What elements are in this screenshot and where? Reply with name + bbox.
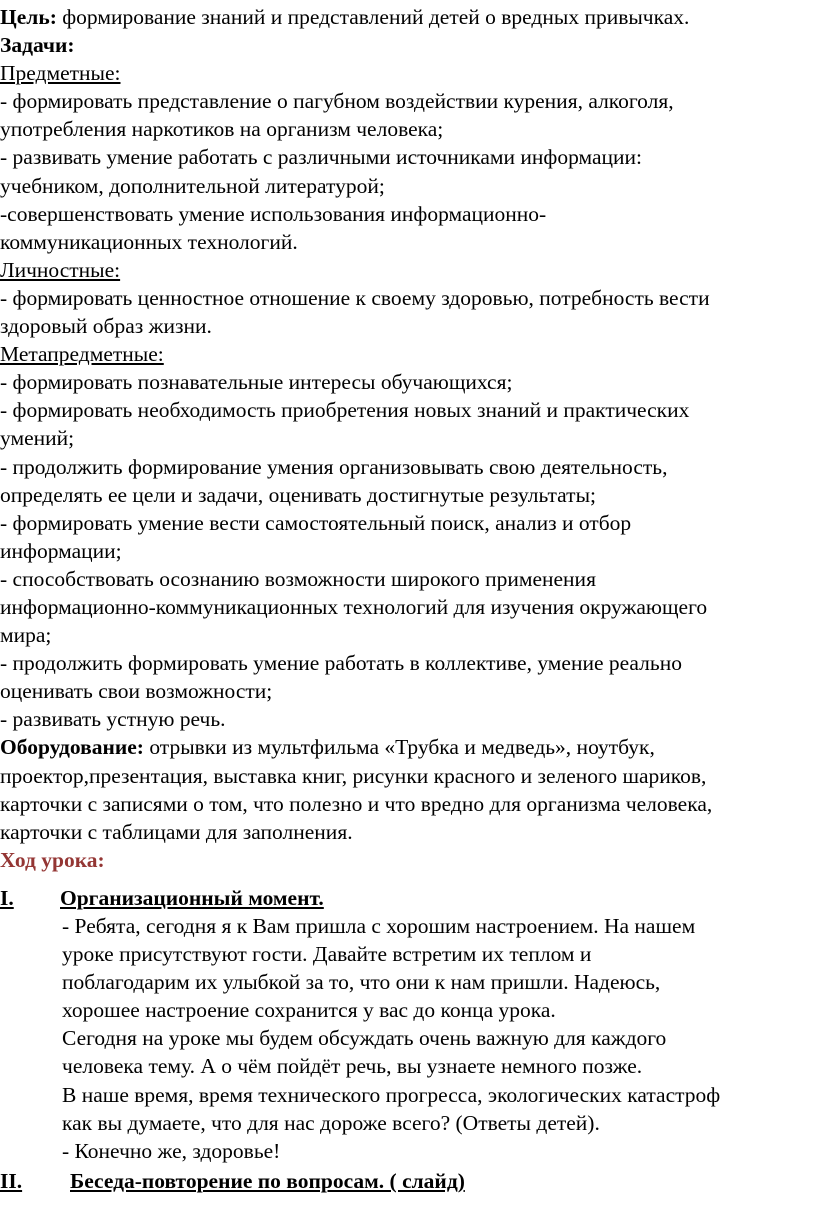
section-title: Организационный момент. [60,885,324,910]
text-line: здоровый образ жизни. [0,314,212,339]
text-line: информационно-коммуникационных технологий для изучения окружающего [0,594,708,619]
text-line: -совершенствовать умение использования информационно- [0,201,547,226]
lesson-heading: Ход урока: [0,847,105,872]
text-line: - Конечно же, здоровье! [62,1138,281,1163]
goal-text: формирование знаний и представлений детей о вредных привычках. [62,5,690,29]
text-line: - формировать умение вести самостоятельный поиск, анализ и отбор [0,510,632,535]
text-line: - развивать устную речь. [0,707,226,732]
text-line: человека тему. А о чём пойдёт речь, вы узнаете немного позже. [62,1054,643,1079]
subject-list [0,87,814,256]
text-line: умений; [0,426,75,451]
section-title: Беседа-повторение по вопросам. ( слайд) [70,1168,465,1193]
text-line: поблагодарим их улыбкой за то, что они к нам пришли. Надеюсь, [62,970,661,995]
tasks-label: Задачи: [0,33,75,58]
section-conversation [0,1167,814,1195]
section-number: II. [0,1168,23,1193]
text-line: хорошее настроение сохранится у вас до конца урока. [62,998,556,1023]
meta-heading: Метапредметные: [0,342,164,367]
text-line: употребления наркотиков на организм человека; [0,117,444,142]
equipment-label: Оборудование: [0,735,144,760]
text-line: - Ребята, сегодня я к Вам пришла с хорошим настроением. На нашем [62,914,696,938]
text-line: коммуникационных технологий. [0,229,298,254]
document-page [0,3,814,1195]
text-line: мира; [0,623,52,648]
text-line: уроке присутствуют гости. Давайте встретим их теплом и [62,942,592,967]
goal-line [0,3,814,31]
text-line: - формировать ценностное отношение к своему здоровью, потребность вести [0,285,710,310]
section-header [0,884,814,912]
section-header [0,1167,814,1195]
text-line: - формировать представление о пагубном воздействии курения, алкоголя, [0,89,674,114]
equipment-text: отрывки из мультфильма «Трубка и медведь», ноутбук, [149,735,655,760]
goal-label: Цель: [0,5,57,29]
text-line: - развивать умение работать с различными источниками информации: [0,145,642,170]
personal-list [0,284,814,340]
section-organizational [0,884,814,1165]
text-line: проектор,презентация, выставка книг, рисунки красного и зеленого шариков, [0,763,707,788]
personal-heading: Личностные: [0,257,121,282]
text-line: информации; [0,538,122,563]
text-line: учебником, дополнительной литературой; [0,173,385,198]
section-number: I. [0,885,14,910]
text-line: как вы думаете, что для нас дороже всего? (Ответы детей). [62,1110,600,1135]
text-line: - продолжить формировать умение работать в коллективе, умение реально [0,651,682,676]
text-line: определять ее цели и задачи, оценивать достигнутые результаты; [0,482,596,507]
text-line: Сегодня на уроке мы будем обсуждать очень важную для каждого [62,1026,667,1051]
text-line: карточки с таблицами для заполнения. [0,819,353,844]
meta-list [0,368,814,733]
text-line: - формировать необходимость приобретения новых знаний и практических [0,398,690,423]
text-line: - формировать познавательные интересы обучающихся; [0,370,513,395]
text-line: - продолжить формирование умения организовывать свою деятельность, [0,454,668,479]
equipment-line [0,733,814,761]
text-line: - способствовать осознанию возможности широкого применения [0,566,596,591]
subject-heading: Предметные: [0,61,121,86]
section-body [0,912,814,1165]
text-line: карточки с записями о том, что полезно и что вредно для организма человека, [0,791,713,816]
text-line: оценивать свои возможности; [0,679,273,704]
text-line: В наше время, время технического прогресса, экологических катастроф [62,1082,721,1107]
